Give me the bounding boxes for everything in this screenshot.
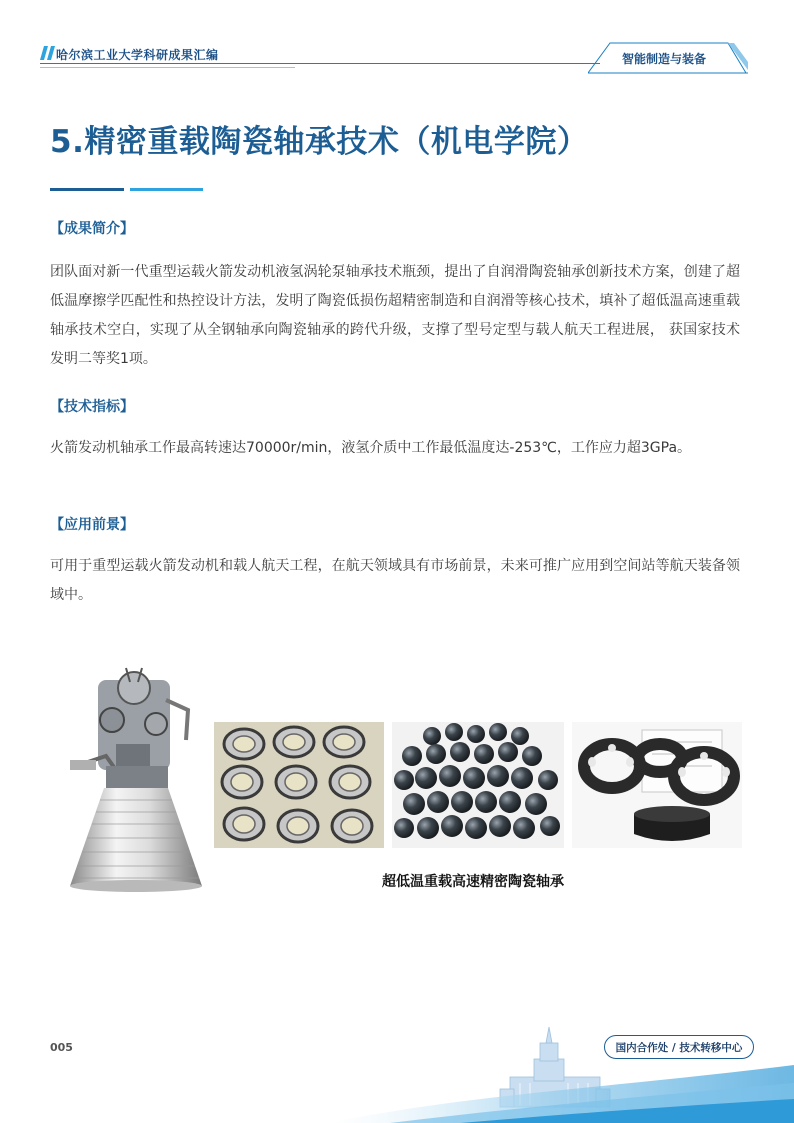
section-text-applications: 可用于重型运载火箭发动机和载人航天工程，在航天领域具有市场前景，未来可推广应用到空间站等航天装备领域中。 — [50, 558, 740, 603]
header-left-title: 哈尔滨工业大学科研成果汇编 — [56, 48, 219, 62]
bearings-tray-image — [214, 722, 384, 848]
rocket-engine-image — [56, 660, 208, 896]
section-heading-summary: 【成果简介】 — [50, 221, 134, 237]
section-heading-specs: 【技术指标】 — [50, 399, 134, 415]
page-number: 005 — [50, 1041, 73, 1054]
footer-office-label: 国内合作处 / 技术转移中心 — [615, 1042, 743, 1054]
ceramic-balls-image — [392, 722, 564, 848]
page-title: 5.精密重载陶瓷轴承技术（机电学院） — [50, 124, 589, 160]
section-heading-applications: 【应用前景】 — [50, 517, 134, 533]
title-underline-dark — [50, 188, 124, 191]
section-text-specs: 火箭发动机轴承工作最高转速达70000r/min，液氢介质中工作最低温度达-253℃，工作应力超3GPa。 — [50, 440, 692, 456]
figure-caption: 超低温重载高速精密陶瓷轴承 — [382, 874, 564, 890]
header-rule — [40, 63, 600, 64]
section-text-summary: 团队面对新一代重型运载火箭发动机液氢涡轮泵轴承技术瓶颈，提出了自润滑陶瓷轴承创新技术方案，创建了超低温摩擦学匹配性和热控设计方法，发明了陶瓷低损伤超精密制造和自润滑等核心技术，填补了超低温高速重载轴承技术空白，实现了从全钢轴承向陶瓷轴承的跨代升级，支撑了型号定型与载人航天工程进展， 获国家技术发明二等奖1项。 — [50, 264, 740, 367]
header-right-title: 智能制造与装备 — [622, 52, 707, 66]
cage-rings-image — [572, 722, 742, 848]
title-underline-light — [130, 188, 203, 191]
header-rule-light — [40, 67, 295, 68]
